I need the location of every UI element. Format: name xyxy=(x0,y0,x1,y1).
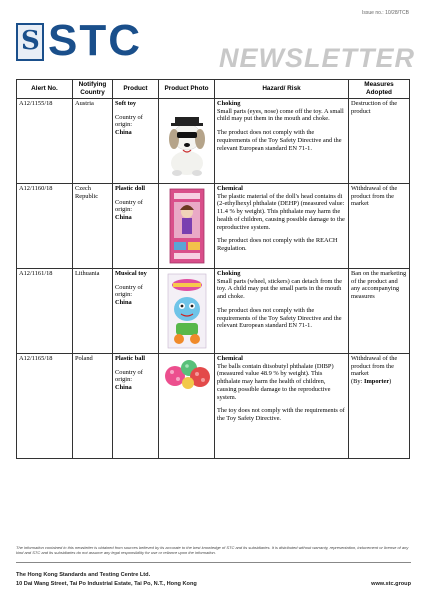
product-cell xyxy=(113,269,159,354)
origin-label: Country of origin: xyxy=(115,198,143,214)
hazard-cell xyxy=(215,99,349,184)
measures-adopted: Withdrawal of the product from the market xyxy=(349,184,410,269)
compliance-note: The product does not comply with the requirements of the Toy Safety Directive and the relevant European standard EN 71-1. xyxy=(217,306,342,330)
table-header-row xyxy=(17,80,410,99)
doll-package-photo xyxy=(169,188,205,264)
origin-country: China xyxy=(115,299,132,307)
table-row xyxy=(17,269,410,354)
footer-divider xyxy=(16,562,411,563)
issue-number: Issue no.: 10/28/TCB xyxy=(362,10,409,16)
origin-label: Country of origin: xyxy=(115,283,143,299)
measures-cell xyxy=(349,354,410,459)
alert-number: A12/1155/18 xyxy=(17,99,73,184)
hazard-type: Chemical xyxy=(217,355,243,362)
product-photo-cell xyxy=(159,354,215,459)
measures-adopted: Withdrawal of the product from the market xyxy=(351,355,398,378)
musical-toy-photo xyxy=(167,273,207,349)
plastic-balls-photo xyxy=(163,358,211,390)
alert-number: A12/1165/18 xyxy=(17,354,73,459)
hazard-cell xyxy=(215,354,349,459)
brand-logo-text: STC xyxy=(48,16,142,65)
origin-country: China xyxy=(115,129,132,137)
hazard-type: Choking xyxy=(217,100,241,107)
origin-country: China xyxy=(115,384,132,392)
measures-by-prefix: (By: xyxy=(351,378,364,386)
alert-number: A12/1161/18 xyxy=(17,269,73,354)
hazard-cell xyxy=(215,269,349,354)
origin-label: Country of origin: xyxy=(115,113,143,129)
table-row xyxy=(17,99,410,184)
product-name: Musical toy xyxy=(115,270,147,277)
company-address: 10 Dai Wang Street, Tai Po Industrial Estate, Tai Po, N.T., Hong Kong xyxy=(16,581,197,587)
notifying-country: Lithuania xyxy=(73,269,113,354)
header-hazard-risk: Hazard/ Risk xyxy=(215,80,349,99)
compliance-note: The toy does not comply with the requirements of the Toy Safety Directive. xyxy=(217,407,345,422)
hazard-type: Choking xyxy=(217,270,241,277)
product-photo-cell xyxy=(159,184,215,269)
notifying-country: Poland xyxy=(73,354,113,459)
hazard-type: Chemical xyxy=(217,185,243,192)
header-product: Product xyxy=(113,80,159,99)
notifying-country: Austria xyxy=(73,99,113,184)
product-cell xyxy=(113,99,159,184)
stc-logo-mark xyxy=(16,23,44,61)
measures-adopted: Destruction of the product xyxy=(349,99,410,184)
compliance-note: The product does not comply with the REACH Regulation. xyxy=(217,237,338,252)
newsletter-header xyxy=(0,0,425,73)
hazard-description: The plastic material of the doll's head contains di (2-ethylhexyl phthalate (DEHP) (measured value: 11.4 % by weight). This phthalate may harm the health of children, causing possible damage to the reproductive system. xyxy=(217,192,345,231)
origin-label: Country of origin: xyxy=(115,368,143,384)
table-row xyxy=(17,184,410,269)
hazard-description: Small parts (eyes, nose) come off the toy. A small child may put them in the mouth and choke. xyxy=(217,107,344,123)
compliance-note: The product does not comply with the requirements of the Toy Safety Directive and the relevant European standard EN 71-1. xyxy=(217,129,342,152)
measures-by-party: Importer xyxy=(363,378,390,386)
header-product-photo: Product Photo xyxy=(159,80,215,99)
toy-dog-photo xyxy=(165,103,209,177)
product-name: Plastic doll xyxy=(115,185,145,192)
header-measures-adopted: Measures Adopted xyxy=(349,80,410,99)
product-name: Soft toy xyxy=(115,100,137,107)
header-alert-no: Alert No. xyxy=(17,80,73,99)
notifying-country: Czech Republic xyxy=(73,184,113,269)
website-link[interactable]: www.stc.group xyxy=(371,581,411,587)
logo-glyph: S xyxy=(21,26,40,56)
hazard-description: Small parts (wheel, stickers) can detach from the toy. A child may put the small parts in the mouth and choke. xyxy=(217,277,342,301)
product-name: Plastic ball xyxy=(115,355,145,362)
company-name: The Hong Kong Standards and Testing Centre Ltd. xyxy=(16,572,151,578)
hazard-description: The balls contain diisobutyl phthalate (DIBP) (measured value 48.9 % by weight). This phthalate may harm the health of children, causing possible damage to the reproductive system. xyxy=(217,362,334,401)
newsletter-title: NEWSLETTER xyxy=(219,43,415,73)
disclaimer-text: The information contained in this newsletter is obtained from sources believed by its accurate to the best knowledge of STC and its subsidiaries. It is distributed without warranty, representation, inducement or license of any kind and STC and its subsidiaries do not assume any legal responsibility for use or reliance upon the information. xyxy=(16,545,409,555)
measures-adopted: Ban on the marketing of the product and any accompanying measures xyxy=(349,269,410,354)
product-photo-cell xyxy=(159,99,215,184)
alerts-table xyxy=(16,79,410,459)
product-cell xyxy=(113,354,159,459)
origin-country: China xyxy=(115,214,132,222)
header-notifying-country: Notifying Country xyxy=(73,80,113,99)
measures-by-suffix: ) xyxy=(389,378,392,386)
product-photo-cell xyxy=(159,269,215,354)
hazard-cell xyxy=(215,184,349,269)
product-cell xyxy=(113,184,159,269)
table-row xyxy=(17,354,410,459)
alert-number: A12/1160/18 xyxy=(17,184,73,269)
